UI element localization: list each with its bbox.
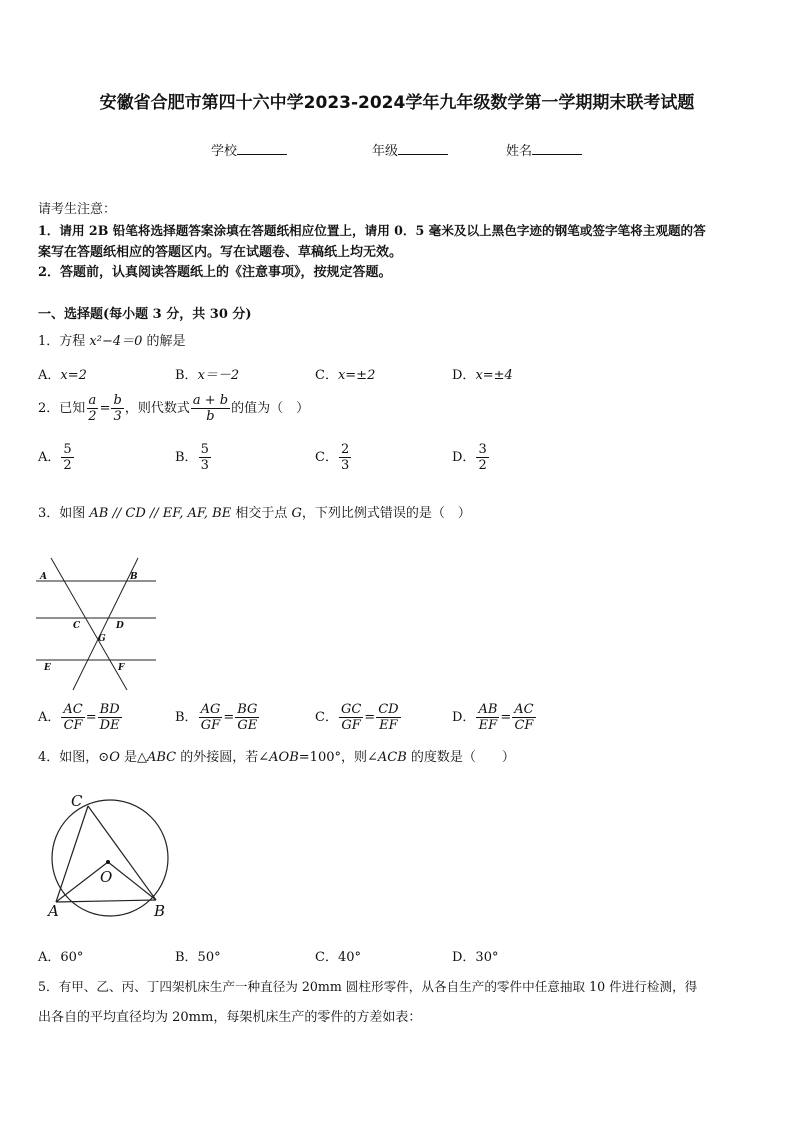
- grade-blank: [398, 142, 448, 155]
- label-e: E: [44, 663, 51, 673]
- question-4: 4．如图，⊙O 是△ABC 的外接圆，若∠AOB=100°，则∠ACB 的度数是（ ）: [38, 750, 515, 765]
- section-heading: 一、选择题(每小题 3 分，共 30 分): [38, 307, 252, 322]
- notice-line-2: 案写在答题纸相应的答题区内。写在试题卷、草稿纸上均无效。: [38, 245, 403, 260]
- q2-option-b[interactable]: B． $\frac{5}{3}$: [175, 442, 209, 473]
- q2-option-a[interactable]: A． $\frac{5}{2}$: [38, 442, 72, 473]
- notice-heading: 请考生注意：: [38, 202, 117, 217]
- notice-line-1: 1．请用 2B 铅笔将选择题答案涂填在答题纸相应位置上，请用 0．5 毫米及以上黑色字迹的钢笔或签字笔将主观题的答: [38, 223, 706, 238]
- school-field[interactable]: [211, 140, 287, 159]
- q1-number: 1．: [38, 334, 60, 349]
- q3-option-c[interactable]: C． $\frac{GC}{GF}$ = $\frac{CD}{EF}$: [315, 702, 399, 733]
- q2-option-c[interactable]: C． $\frac{2}{3}$: [315, 442, 350, 473]
- q4-option-a[interactable]: A．60°: [38, 950, 84, 965]
- label-c: C: [73, 621, 81, 631]
- label-a: A: [40, 572, 47, 582]
- question-2: 2．已知 $\frac{a}{2}$ = $\frac{b}{3}$ ，则代数式 $\frac{a + b}{b}$ 的值为（ ）: [38, 393, 310, 424]
- question-1: [38, 333, 186, 351]
- q1-pre: 方程: [59, 334, 90, 349]
- q1-option-c[interactable]: C．x=±2: [315, 368, 376, 383]
- q4-option-d[interactable]: D．30°: [452, 950, 499, 965]
- question-5-line-1: 5．有甲、乙、丙、丁四架机床生产一种直径为 20mm 圆柱形零件，从各自生产的零件中任意抽取 10 件进行检测，得: [38, 979, 698, 994]
- q1-option-d[interactable]: D．x=±4: [452, 368, 513, 383]
- name-field[interactable]: [506, 140, 582, 159]
- question-5-line-2: 出各自的平均直径均为 20mm，每架机床生产的零件的方差如表：: [38, 1010, 422, 1025]
- q4-circle-figure: [36, 788, 186, 922]
- q3-option-a[interactable]: A． $\frac{AC}{CF}$ = $\frac{BD}{DE}$: [38, 702, 120, 733]
- label-f: F: [118, 663, 125, 673]
- label-o: O: [100, 868, 113, 886]
- grade-field[interactable]: [372, 140, 448, 159]
- circumcircle: [52, 800, 168, 916]
- q3-option-b[interactable]: B． $\frac{AG}{GF}$ = $\frac{BG}{GE}$: [175, 702, 258, 733]
- q1-post: 的解是: [142, 334, 186, 349]
- grade-label: 年级: [372, 144, 399, 159]
- q1-equation: x²−4＝0: [89, 334, 143, 349]
- question-3: 3．如图 AB // CD // EF, AF, BE 相交于点 G，下列比例式错误的是（ ）: [38, 506, 471, 521]
- q3-parallel-lines-figure: [30, 552, 170, 694]
- school-blank: [237, 142, 287, 155]
- label-a: A: [48, 902, 59, 920]
- label-g: G: [98, 634, 106, 644]
- notice-line-3: 2．答题前，认真阅读答题纸上的《注意事项》，按规定答题。: [38, 265, 392, 280]
- school-label: 学校: [211, 144, 238, 159]
- label-b: B: [154, 902, 166, 920]
- q1-option-b[interactable]: B．x＝－2: [175, 368, 240, 383]
- q2-fraction-a-2: $\frac{a}{2}$: [88, 393, 97, 424]
- label-c: C: [71, 792, 83, 810]
- center-point: [106, 860, 110, 864]
- q2-fraction-b-3: $\frac{b}{3}$: [113, 393, 122, 424]
- label-b: B: [130, 572, 138, 582]
- q4-option-b[interactable]: B．50°: [175, 950, 221, 965]
- name-label: 姓名: [506, 144, 533, 159]
- q2-fraction-expr: $\frac{a + b}{b}$: [192, 393, 229, 424]
- name-blank: [532, 142, 582, 155]
- page-title: 安徽省合肥市第四十六中学2023-2024学年九年级数学第一学期期末联考试题: [99, 93, 695, 113]
- q1-option-a[interactable]: A．x=2: [38, 368, 87, 383]
- segment-cb: [88, 806, 156, 900]
- q4-option-c[interactable]: C．40°: [315, 950, 361, 965]
- segment-ca: [56, 806, 88, 902]
- label-d: D: [116, 621, 124, 631]
- q2-option-d[interactable]: D． $\frac{3}{2}$: [452, 442, 487, 473]
- line-be: [73, 558, 138, 690]
- q3-option-d[interactable]: D． $\frac{AB}{EF}$ = $\frac{AC}{CF}$: [452, 702, 534, 733]
